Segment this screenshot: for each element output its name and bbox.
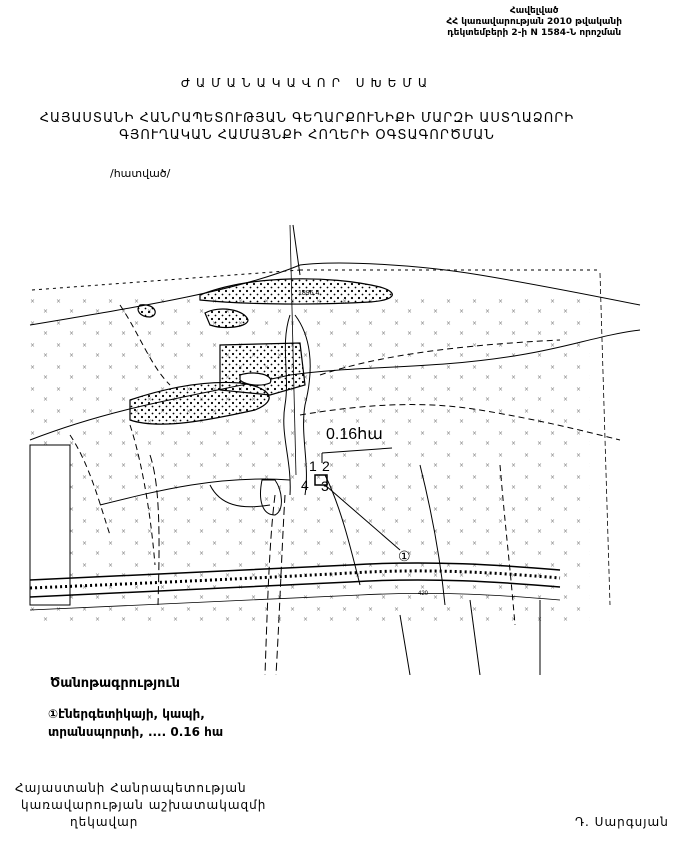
annex-line-2: ՀՀ կառավարության 2010 թվականի: [446, 17, 622, 27]
point-label-2: 2: [322, 458, 330, 474]
building-block: [30, 445, 70, 605]
legend-item: [48, 705, 278, 741]
annex-line-3: դեկտեմբերի 2-ի N 1584-Ն որոշման: [447, 28, 622, 38]
plot-marker: ①: [398, 548, 411, 564]
legend-text-line-2: տրանսպորտի, .... 0.16 հա: [48, 725, 224, 739]
extract-note: /հատված/: [110, 167, 171, 180]
signatory-line-1: Հայաստանի Հանրապետության: [15, 781, 247, 795]
point-label-1: 1: [309, 458, 317, 474]
signatory-line-2: կառավարության աշխատակազմի: [21, 798, 267, 812]
cadastral-map: [0, 205, 680, 675]
signatory-name: Դ. Սարգսյան: [575, 815, 669, 829]
point-label-3: 3: [321, 478, 329, 494]
signatory-line-3: ղեկավար: [70, 815, 139, 829]
road-marker: 420: [418, 591, 429, 597]
area-label: 0.16հա: [326, 426, 383, 443]
point-label-4: 4: [301, 477, 309, 493]
annex-note: [446, 6, 622, 39]
annex-line-1: Հավելված: [509, 6, 559, 16]
signatory-position: [15, 780, 266, 831]
headline-line-2: ԳՅՈՒՂԱԿԱՆ ՀԱՄԱՅՆՔԻ ՀՈՂԵՐԻ ՕԳՏԱԳՈՐԾՄԱՆ: [119, 128, 495, 143]
legend-symbol: ①: [48, 707, 59, 721]
legend-title: Ծանոթագրություն: [50, 676, 181, 691]
elevation-label: 1896.4: [298, 290, 320, 297]
headline-line-1: ՀԱՅԱՍՏԱՆԻ ՀԱՆՐԱՊԵՏՈՒԹՅԱՆ ԳԵՂԱՐՔՈՒՆԻՔԻ ՄԱՐԶԻ ԱՍՏՂԱՁՈՐԻ: [39, 111, 575, 126]
legend-text-line-1: էներգետիկայի, կապի,: [58, 707, 205, 721]
scheme-title: ԺԱՄԱՆԱԿԱՎՈՐ ՍԽԵՄԱ: [180, 76, 434, 90]
document-headline: [0, 110, 614, 144]
